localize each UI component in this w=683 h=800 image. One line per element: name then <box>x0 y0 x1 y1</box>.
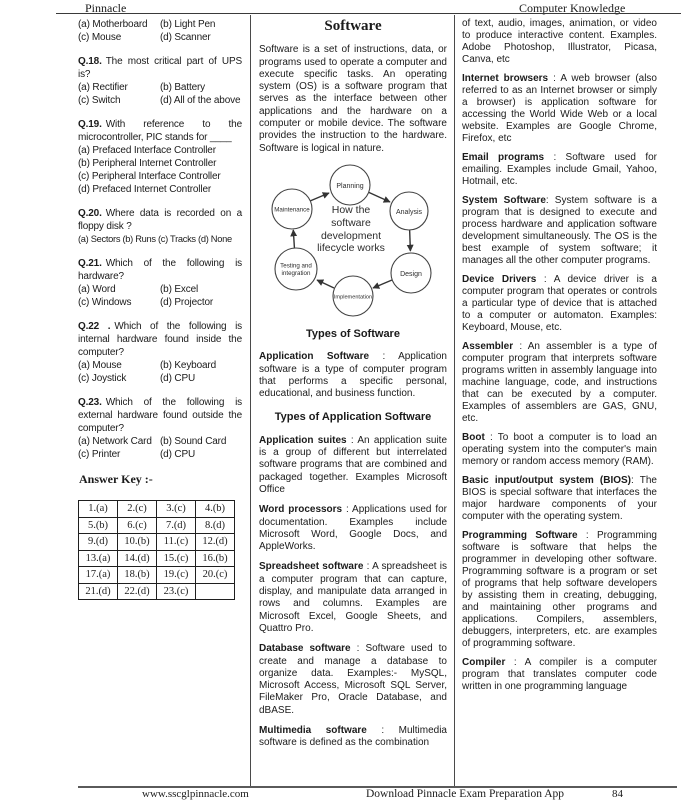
question-20 <box>78 207 242 246</box>
option: (d) Prefaced Internet Controller <box>78 184 212 195</box>
option-row <box>78 31 242 44</box>
option: (d) Scanner <box>160 32 211 43</box>
question-text <box>78 320 242 359</box>
article-title: Software <box>324 18 382 34</box>
section-body: : Multimedia software is defined as the combination <box>259 724 447 749</box>
option: (c) Windows <box>78 297 132 308</box>
arrow-implementation-to-testing <box>317 280 334 288</box>
node-maintenance <box>272 189 312 229</box>
section-term: System Software <box>462 195 546 206</box>
answer-key-row <box>79 517 235 534</box>
option: (b) Sound Card <box>160 436 227 447</box>
section-body: : An assembler is a type of computer program that interprets software programs written in assembly language into machine language, code, and instructions that can be executed by a computer. Examples of assemblers are GAS, GNU, etc. <box>462 341 657 424</box>
answer-key-row <box>79 534 235 551</box>
node-implementation <box>333 276 373 316</box>
answer-cell: 6.(c) <box>118 517 157 534</box>
footer-app-promo: Download Pinnacle Exam Preparation App <box>366 788 565 800</box>
section-body: : Software used to create and manage a database to organize data. Examples:- MySQL, Microsoft Access, Microsoft SQL Server, FileMaker Pro, Oracle Database, and dBASE. <box>259 643 447 716</box>
question-text <box>78 207 242 233</box>
section-term: Boot <box>462 432 485 443</box>
section-body: : A compiler is a computer program that translates computer code written in one programming language <box>462 657 657 692</box>
answer-cell: 8.(d) <box>196 517 235 534</box>
section-word-processors <box>259 504 447 553</box>
option: (c) Switch <box>78 95 121 106</box>
arrow-design-to-implementation <box>373 280 392 288</box>
answer-cell: 3.(c) <box>157 501 196 518</box>
answer-cell: 7.(d) <box>157 517 196 534</box>
option: (b) Excel <box>160 284 199 295</box>
answer-cell: 2.(c) <box>118 501 157 518</box>
answer-cell: 22.(d) <box>118 583 157 600</box>
option: (d) All of the above <box>160 95 241 106</box>
question-text <box>78 396 242 435</box>
question-body: Which of the following is hardware? <box>78 258 242 282</box>
arrow-planning-to-analysis <box>368 192 390 202</box>
answer-cell: 20.(c) <box>196 567 235 584</box>
option: (a) Rectifier <box>78 82 128 93</box>
option-row <box>78 435 242 448</box>
node-label: Testing and <box>280 262 312 270</box>
intro-paragraph: Software is a set of instructions, data, or programs used to operate a computer and execute specific tasks. An operating system (OS) is a software program that serves as the interface between other applications and the hardware on a computer or mobile device. The software provides the instruction to the hardware. Software is logical in nature. <box>259 44 447 154</box>
left-column <box>0 15 250 787</box>
answer-key-row <box>79 550 235 567</box>
node-label: Analysis <box>395 208 423 216</box>
answer-key-title: Answer Key :- <box>79 472 153 486</box>
question-23 <box>78 396 242 461</box>
answer-cell: 9.(d) <box>79 534 118 551</box>
option: (c) Printer <box>78 449 121 460</box>
node-label: integration <box>281 269 311 277</box>
option: (c) Peripheral Interface Controller <box>78 171 221 182</box>
arrow-testing-to-maintenance <box>293 230 294 249</box>
section-body: : Applications used for documentation. Examples include Microsoft Word, Google Docs, and AppleWorks. <box>259 504 447 553</box>
answer-cell: 23.(c) <box>157 583 196 600</box>
option-row <box>78 359 242 372</box>
arrow-maintenance-to-planning <box>310 193 329 201</box>
option: (d) CPU <box>160 373 196 384</box>
question-body: Which of the following is external hardware found outside the computer? <box>78 397 242 434</box>
option: (a) Mouse <box>78 360 122 371</box>
answer-key-table <box>78 500 235 600</box>
section-programming-software <box>462 530 657 650</box>
section-database-software <box>259 643 447 717</box>
option: (b) Peripheral Internet Controller <box>78 158 217 169</box>
section-body: : A spreadsheet is a computer program that can capture, display, and manipulate data arranged in rows and columns. Examples are Microsoft Excel, Google Sheets, and Quattro Pro. <box>259 561 447 634</box>
section-term: Application Software <box>259 351 370 363</box>
option-row <box>78 448 242 461</box>
answer-cell: 15.(c) <box>157 550 196 567</box>
option: (c) Joystick <box>78 373 127 384</box>
carryover-options <box>78 18 242 44</box>
section-term: Database software <box>259 643 351 655</box>
section-body: : Programming software is software that helps the programmer in developing other software. Programming software is a program or set of programs that help software developers by assisting them in creating, debugging, and maintaining other programs and applications. Compilers, assemblers, debuggers, interpreters, etc. are examples of programming software. <box>462 530 657 649</box>
right-column <box>455 15 683 787</box>
section-bios <box>462 475 657 523</box>
answer-cell: 13.(a) <box>79 550 118 567</box>
footer-website: www.sscglpinnacle.com <box>142 788 249 800</box>
option: (c) Mouse <box>78 32 122 43</box>
section-body: : A device driver is a computer program that operates or controls a particular type of device that is attached to a computer or automaton. Examples: Keyboard, Mouse, etc. <box>462 274 657 333</box>
footer-page-number: 84 <box>612 788 623 800</box>
header-subject: Computer Knowledge <box>519 1 626 15</box>
section-spreadsheet-software <box>259 561 447 635</box>
node-analysis <box>390 192 428 230</box>
node-label: Planning <box>336 182 364 190</box>
answer-key-row <box>79 567 235 584</box>
section-assembler <box>462 341 657 425</box>
option: (b) Battery <box>160 82 206 93</box>
option-row <box>78 81 242 94</box>
section-internet-browsers <box>462 73 657 145</box>
question-body: With reference to the microcontroller, PIC stands for ____ <box>78 119 242 143</box>
section-application-suites <box>259 435 447 496</box>
section-term: Internet browsers <box>462 73 549 84</box>
section-multimedia-software <box>259 725 447 750</box>
option: (b) Keyboard <box>160 360 217 371</box>
option-row <box>78 372 242 385</box>
question-text <box>78 257 242 283</box>
section-body: : Application software is a type of computer program that performs a specific personal, educational, and business function. <box>259 351 447 400</box>
answer-key-row <box>79 501 235 518</box>
option: (d) Projector <box>160 297 214 308</box>
section-email-programs <box>462 152 657 188</box>
node-label: Maintenance <box>274 206 310 214</box>
answer-cell: 4.(b) <box>196 501 235 518</box>
section-body: : Software used for emailing. Examples include Gmail, Yahoo, Hotmail, etc. <box>462 152 657 187</box>
answer-cell: 12.(d) <box>196 534 235 551</box>
option: (a) Sectors (b) Runs (c) Tracks (d) None <box>78 234 232 244</box>
question-number: Q.19. <box>78 119 102 130</box>
multimedia-continuation: of text, audio, images, animation, or video to produce interactive content. Examples. Adobe Photoshop, Illustrator, Picasa, Canva, etc <box>462 18 657 65</box>
question-19 <box>78 118 242 196</box>
answer-cell: 16.(b) <box>196 550 235 567</box>
question-number: Q.18. <box>78 56 102 67</box>
section-system-software <box>462 195 657 267</box>
node-planning <box>330 165 370 205</box>
answer-cell: 5.(b) <box>79 517 118 534</box>
option-row <box>78 18 242 31</box>
question-number: Q.22 . <box>78 321 111 332</box>
question-body: Where data is recorded on a floppy disk ? <box>78 208 242 232</box>
answer-cell: 17.(a) <box>79 567 118 584</box>
question-body: Which of the following is internal hardware found inside the computer? <box>78 321 242 358</box>
types-of-software-heading: Types of Software <box>306 327 400 340</box>
question-text <box>78 118 242 144</box>
question-22 <box>78 320 242 385</box>
section-term: Multimedia software <box>259 724 367 736</box>
section-compiler <box>462 657 657 693</box>
option: (a) Prefaced Interface Controller <box>78 145 216 156</box>
header-brand: Pinnacle <box>85 1 127 15</box>
question-number: Q.23. <box>78 397 102 408</box>
section-body: : The BIOS is special software that interfaces the major hardware components of your computer with the operating system. <box>462 475 657 522</box>
section-term: Spreadsheet software <box>259 561 364 573</box>
option-row <box>78 283 242 296</box>
answer-cell: 19.(c) <box>157 567 196 584</box>
sdlc-lifecycle-diagram <box>259 163 449 317</box>
node-label: Implementation <box>333 294 373 301</box>
answer-cell: 1.(a) <box>79 501 118 518</box>
middle-column <box>250 15 455 787</box>
option: (a) Motherboard <box>78 19 148 30</box>
option: (d) CPU <box>160 449 196 460</box>
section-term: Basic input/output system (BIOS) <box>462 475 632 486</box>
node-design <box>391 253 431 293</box>
section-application-software <box>259 351 447 400</box>
section-body: : An application suite is a group of different but interrelated software programs that are combined and packaged together. Examples Microsoft Office <box>259 434 448 495</box>
section-term: Assembler <box>462 341 514 352</box>
answer-cell: 21.(d) <box>79 583 118 600</box>
option-row <box>78 296 242 309</box>
option: (a) Network Card <box>78 436 152 447</box>
option: (b) Light Pen <box>160 19 216 30</box>
answer-cell: 10.(b) <box>118 534 157 551</box>
section-term: Programming Software <box>462 530 578 541</box>
answer-cell: 14.(d) <box>118 550 157 567</box>
section-body: : To boot a computer is to load an operating system into the computer's main memory or random access memory (RAM). <box>462 432 657 467</box>
answer-cell <box>196 583 235 600</box>
answer-key-row <box>79 583 235 600</box>
section-term: Device Drivers <box>462 274 537 285</box>
page-columns <box>0 15 683 787</box>
section-body: : System software is a program that is designed to execute and process hardware and application software development simultaneously. The OS is the best example of system software; it manages all the other computer programs. <box>462 195 657 266</box>
option: (a) Word <box>78 284 116 295</box>
question-body: The most critical part of UPS is? <box>78 56 242 80</box>
option-row <box>78 94 242 107</box>
header-rule <box>56 13 681 14</box>
question-18 <box>78 55 242 107</box>
section-boot <box>462 432 657 468</box>
question-21 <box>78 257 242 309</box>
section-device-drivers <box>462 274 657 334</box>
node-label: Design <box>400 270 422 278</box>
section-term: Word processors <box>259 504 343 516</box>
section-term: Application suites <box>259 434 347 446</box>
answer-cell: 11.(c) <box>157 534 196 551</box>
section-term: Email programs <box>462 152 545 163</box>
question-number: Q.21. <box>78 258 102 269</box>
section-body: : A web browser (also referred to as an Internet browser or simply a browser) is application software for accessing the World Wide Web or a local website. Examples are Google Chrome, Firefox, etc <box>462 73 657 144</box>
arrow-analysis-to-design <box>410 229 411 251</box>
diagram-center-caption: How the software development lifecycle works <box>317 203 385 255</box>
answer-cell: 18.(b) <box>118 567 157 584</box>
question-number: Q.20. <box>78 208 102 219</box>
types-of-application-software-heading: Types of Application Software <box>274 411 432 424</box>
section-term: Compiler <box>462 657 506 668</box>
question-text <box>78 55 242 81</box>
